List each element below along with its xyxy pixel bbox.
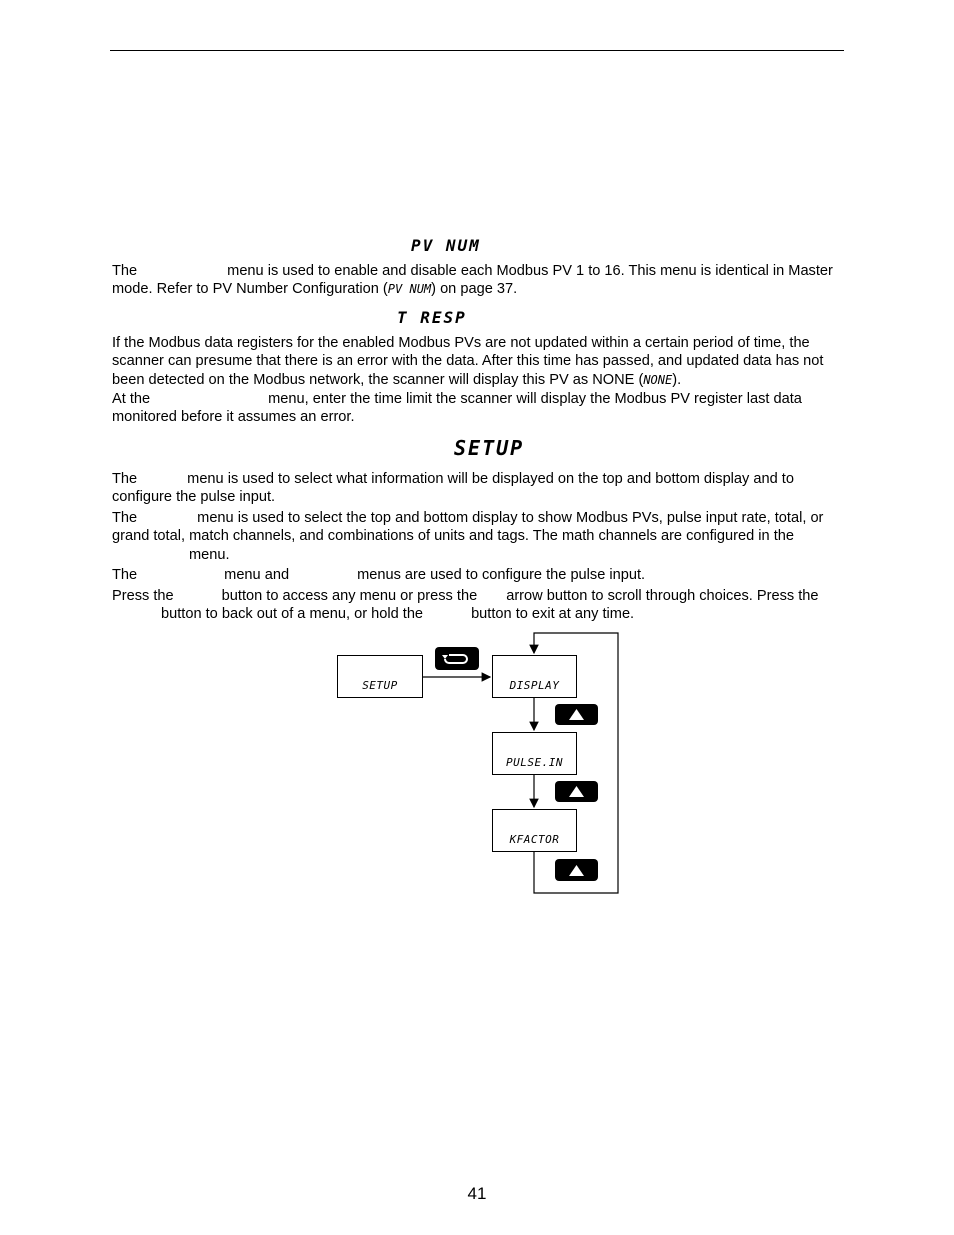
up-button-2 — [555, 781, 598, 802]
text: button to exit at any time. — [471, 606, 635, 623]
setup-box-label: SETUP — [362, 679, 398, 692]
menu-cycle-icon — [435, 647, 479, 670]
text: menu is used to select the top and bottom display to show Modbus PVs, pulse input rate, total, or grand total, match channels, and combinations of units and tags. The math channels are configured in the — [112, 510, 824, 545]
text: arrow button to scroll through choices. Press the — [506, 588, 819, 604]
text: The — [112, 471, 138, 487]
heading-setup: SETUP — [454, 436, 525, 460]
text: The — [112, 567, 138, 583]
heading-pv-num: PV NUM — [411, 236, 481, 255]
up-button-3 — [555, 859, 598, 881]
lcd-inline-text: NONE — [643, 372, 673, 387]
text: If the Modbus data registers for the enabled Modbus PVs are not updated within a certain period of time, the scanner can presume that there is an error with the data. After this time has passed, and updated data has not been detected on the Modbus network, the scanner will display this PV as NONE ( — [112, 335, 824, 388]
menu-button — [435, 647, 479, 670]
display-box — [492, 655, 577, 698]
page-number: 41 — [467, 1184, 487, 1203]
text: Press the — [112, 588, 174, 604]
up-arrow-icon — [555, 781, 598, 802]
text: At the — [112, 391, 151, 407]
text: The — [112, 510, 138, 526]
text: menus are used to configure the pulse input. — [357, 567, 646, 583]
text: menu, enter the time limit the scanner will display the Modbus PV register last data monitored before it assumes an error. — [112, 391, 802, 426]
kfactor-box-label: KFACTOR — [509, 833, 560, 846]
up-arrow-icon — [555, 704, 598, 725]
lcd-inline-text: PV NUM — [387, 282, 432, 297]
setup-box — [337, 655, 423, 698]
pulsein-box-label: PULSE.IN — [506, 756, 563, 769]
text: menu and — [224, 567, 290, 583]
text: menu. — [189, 546, 230, 563]
kfactor-box — [492, 809, 577, 852]
heading-t-resp: T RESP — [397, 308, 467, 327]
text: menu is used to select what information will be displayed on the top and bottom display and to configure the pulse input. — [112, 471, 794, 506]
text: The — [112, 263, 138, 279]
up-button-1 — [555, 704, 598, 725]
up-arrow-icon — [555, 859, 598, 881]
text: menu is used to enable and disable each Modbus PV 1 to 16. This menu is identical in Master mode. Refer to PV Number Configuration ( — [112, 263, 833, 298]
display-box-label: DISPLAY — [509, 679, 560, 692]
text: button to access any menu or press the — [221, 588, 478, 604]
text: button to back out of a menu, or hold the — [161, 606, 424, 623]
text: ) on page 37. — [431, 281, 518, 298]
text: ). — [672, 371, 682, 388]
pulsein-box — [492, 732, 577, 775]
